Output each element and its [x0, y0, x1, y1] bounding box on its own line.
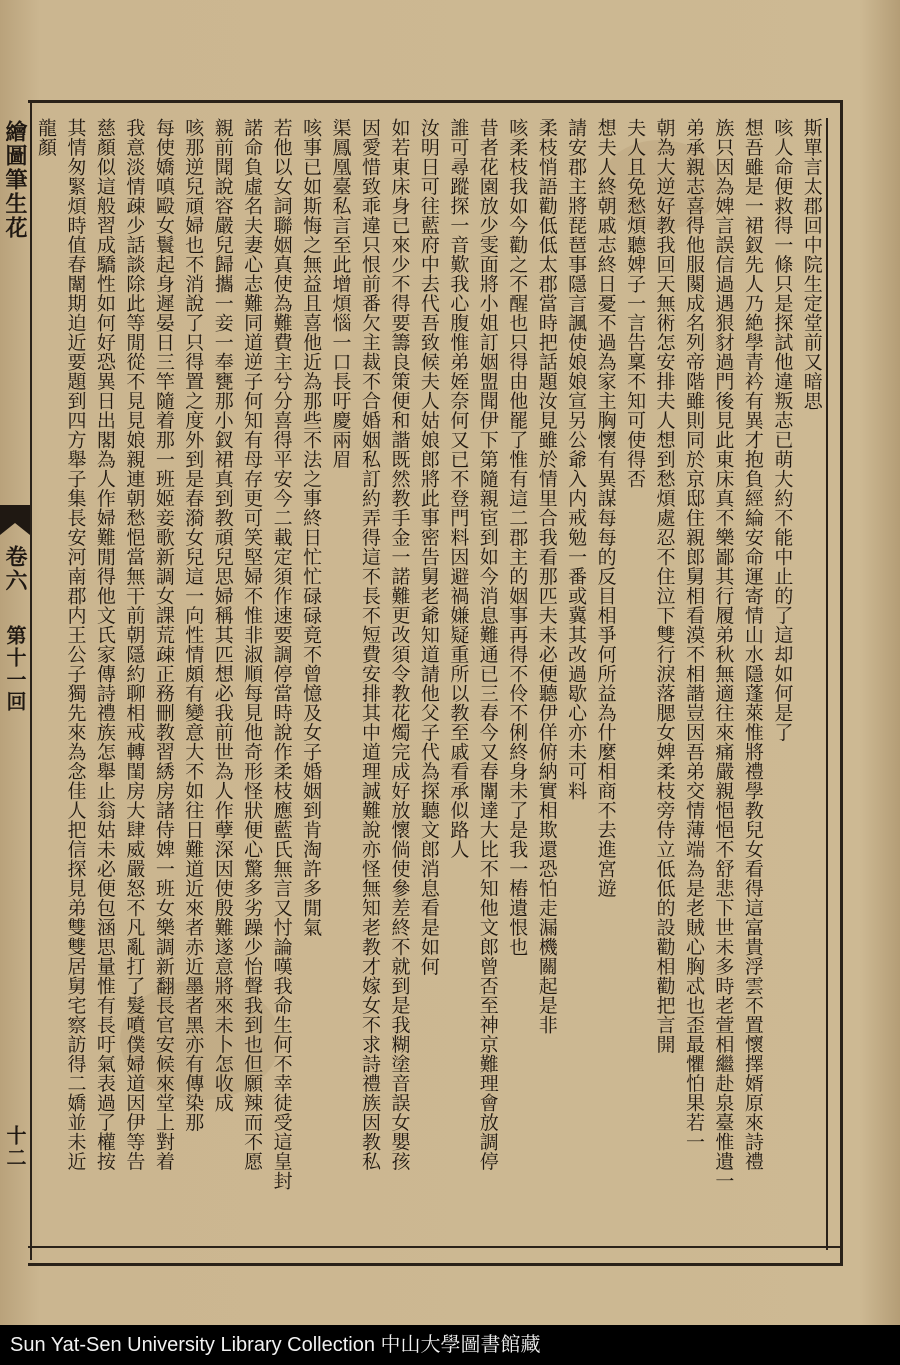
chapter-label: 第十一回 [3, 625, 27, 713]
text-column: 親前聞說容嚴兒歸攜一妾一奉甕那小釵裙真到教頑兒思婦稱其匹想必我前世為人作孽深因使殷難遂意將來未卜怎收成 [211, 118, 234, 1113]
text-column: 誰可尋蹤探一音歎我心腹惟弟姪奈何又已不登門料因避禍嫌疑重所以教至戚看承似路人 [447, 118, 470, 859]
banxin-margin [0, 100, 32, 1260]
volume-label: 卷六 [2, 545, 28, 593]
text-column: 我意淡情疎少話談除此等閒從不見見娘親連朝愁悒當無干前朝隱約聊相戒轉閨房大肆威嚴怒不凡亂打了髮噴僕婦道因伊等告 [123, 118, 146, 1171]
text-column: 渠鳳凰臺私言至此增煩惱一口長吁慶兩眉 [329, 118, 352, 469]
text-column: 夫人且免愁煩聽婢子一言告稟不知可使得否 [624, 118, 647, 489]
text-column: 柔枝悄語勸低低太郡當時把話題汝見雖於情里合我看那匹夫未必便聽伊佯俯納實相欺還恐怕走漏機關起是非 [535, 118, 558, 1035]
text-column: 每使嬌嗔毆女鬟起身遲晏日三竿隨着那一班姬妾歌新調女課荒疎正務刪教習綉房諸侍婢一班女樂調新翻長官安候來堂上對着 [152, 118, 175, 1171]
text-column: 其情匆緊煩時值春闈期迫近要題到四方舉子集長安河南郡内王公子獨先來為念佳人把信探見弟雙雙居舅宅察訪得二嬌並未近 [64, 118, 87, 1171]
frame-foot-rule [28, 1246, 840, 1248]
book-title: 繪圖筆生花 [2, 120, 28, 240]
text-column: 咳那逆兒頑婦也不消說了只得置之度外到是春漪女兒這一向性情頗有變意大不如往日難道近來者赤近墨者黑亦有傳染那 [182, 118, 205, 1132]
text-column: 咳人命便救得一條只是探試他違叛志已萌大約不能中止的了這却如何是了 [771, 118, 794, 742]
text-column: 請安郡主將琵琶事隱言諷使娘娘宣另公爺入内戒勉一番或冀其改過歇心亦未可料 [565, 118, 588, 801]
text-column: 咳柔枝我如今勸之不醒也只得由他罷了惟有這二郡主的姻事再得不伶不俐終身未了是我一樁遺恨也 [506, 118, 529, 957]
text-column: 咳事已如斯悔之無益且喜他近為那些不法之事終日忙忙碌碌竟不曾憶及女子婚姻到肯淘許多閒氣 [300, 118, 323, 937]
fish-tail-mark [0, 505, 30, 535]
text-column: 昔者花園放少雯面將小姐訂姻盟聞伊下第隨親宦到如今消息難通已三春今又春闈達大比不知他文郎曾否至神京難理會放調停 [476, 118, 499, 1171]
text-column: 想夫人終朝戚志終日憂不過為家主胸懷有異謀每每的反目相爭何所益為什麼相商不去進宮遊 [594, 118, 617, 898]
text-column: 汝明日可往藍府中去代吾致候夫人姑娘郎將此事密告舅老爺知道請他父子代為探聽文郎消息看是如何 [417, 118, 440, 976]
text-column: 因愛惜致乖違只恨前番欠主裁不合婚姻私訂約弄得這不長不短費安排其中道理誠難說亦怪無知老教才嫁女不求詩禮族因教私 [358, 118, 381, 1171]
text-column: 如若東床身已來少不得要籌良策便和諧既然教手金一諾難更改須令教花燭完成好放懷倘使參差終不就到是我糊塗音誤女嬰孩 [388, 118, 411, 1171]
library-credit: Sun Yat-Sen University Library Collection 中山大學圖書館藏 [0, 1325, 900, 1365]
text-column: 龍顏 [35, 118, 57, 157]
classical-text-body [34, 118, 824, 1246]
text-column: 族只因為婢言誤信過遇狠豺過門後見此東床真不樂鄙其行履弟秋無適往來痛嚴親悒悒不舒悲下世未多時老萱相繼赴泉臺惟遺一 [712, 118, 735, 1191]
text-column: 斯單言太郡回中院生定堂前又暗思 [800, 118, 823, 411]
page-number: 十二 [3, 1125, 27, 1169]
text-column: 想吾雖是一裙釵先人乃絶學青衿有異才抱負經綸安命運寄情山水隱蓬萊惟將禮學教兒女看得這富貴浮雲不置懷擇婿原來詩禮 [741, 118, 764, 1171]
text-column: 朝為大逆好教我回天無術怎安排夫人想到愁煩處忍不住泣下雙行淚落腮女婢柔枝旁侍立低低的設勸相勸把言開 [653, 118, 676, 1054]
text-column: 慈顏似這般習成驕性如何好恐異日出閣為人作婦難閒得他文氏家傳詩禮族怎舉止翁姑未必便包涵思量惟有長吁氣表過了權按 [93, 118, 116, 1171]
text-column: 若他以女詞聯姻真使為難費主兮分喜得平安今二載定須作速要調停當時說作柔枝應藍氏無言又忖論嘆我命生何不幸徒受這皇封 [270, 118, 293, 1191]
frame-inner-rule [826, 118, 828, 1250]
text-column: 弟承親志喜得他服闋成名列帝階雖則同於京邸住親郎舅相看漠不相諧豈因吾弟交情薄端為是老賊心胸忒也歪最懼怕果若一 [682, 118, 705, 1152]
text-column: 諾命負虛名夫妻心志難同道逆子何知有母存更可笑堅婦不惟非淑順每見他奇形怪狀便心驚多劣躁少怡聲我到也但願辣而不愿 [241, 118, 264, 1171]
